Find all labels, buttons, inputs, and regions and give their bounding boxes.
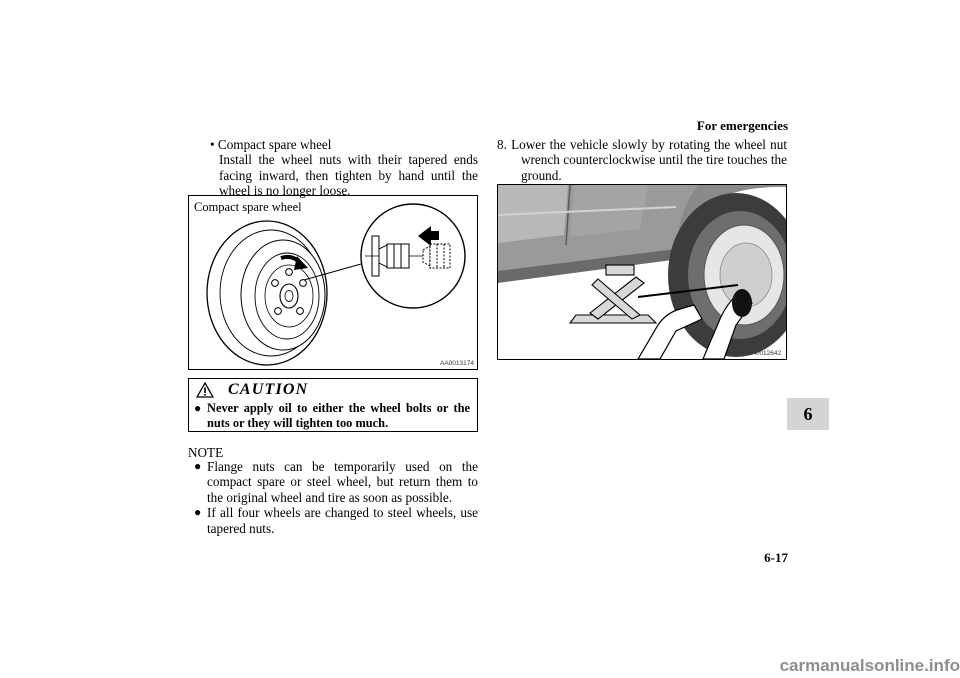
compact-spare-wheel-illustration (189, 196, 477, 369)
bullet-dot-icon: ● (194, 459, 202, 473)
note-list (194, 459, 478, 536)
compact-spare-title-line (210, 137, 478, 152)
note-item (194, 505, 478, 536)
jack-lowering-illustration (498, 185, 786, 359)
warning-triangle-icon (196, 382, 214, 398)
note-item-text: Flange nuts can be temporarily used on the compact spare or steel wheel, but return them to the original wheel and tire as soon as possible. (207, 459, 478, 505)
figure1-code: AA0013174 (440, 360, 474, 367)
figure2-code: TA0012642 (748, 350, 782, 357)
figure1-label: Compact spare wheel (194, 200, 302, 214)
caution-body (194, 401, 470, 431)
note-label: NOTE (188, 445, 224, 460)
lowering-vehicle-figure (497, 184, 787, 360)
note-item-text: If all four wheels are changed to steel wheels, use tapered nuts. (207, 505, 478, 536)
caution-title: CAUTION (228, 381, 309, 398)
running-header: For emergencies (696, 118, 788, 133)
caution-item-text: Never apply oil to either the wheel bolts or the nuts or they will tighten too much. (207, 401, 470, 430)
note-item (194, 459, 478, 505)
compact-spare-text: Install the wheel nuts with their tapered ends facing inward, then tighten by hand until the wheel is no longer loose. (219, 152, 478, 199)
step-8-text: 8. Lower the vehicle slowly by rotating the wheel nut wrench counterclockwise until the tire touches the ground. (497, 137, 787, 183)
bullet-marker: • (210, 137, 215, 152)
caution-item (194, 401, 470, 431)
watermark: carmanualsonline.info (779, 656, 960, 675)
bullet-dot-icon: ● (194, 505, 202, 520)
compact-spare-title: Compact spare wheel (217, 137, 332, 152)
bullet-dot-icon: ● (194, 401, 202, 415)
chapter-tab: 6 (787, 398, 829, 430)
step-8 (497, 137, 787, 183)
page-number: 6-17 (764, 550, 788, 565)
compact-spare-figure (188, 195, 478, 370)
compact-spare-item (210, 137, 478, 199)
